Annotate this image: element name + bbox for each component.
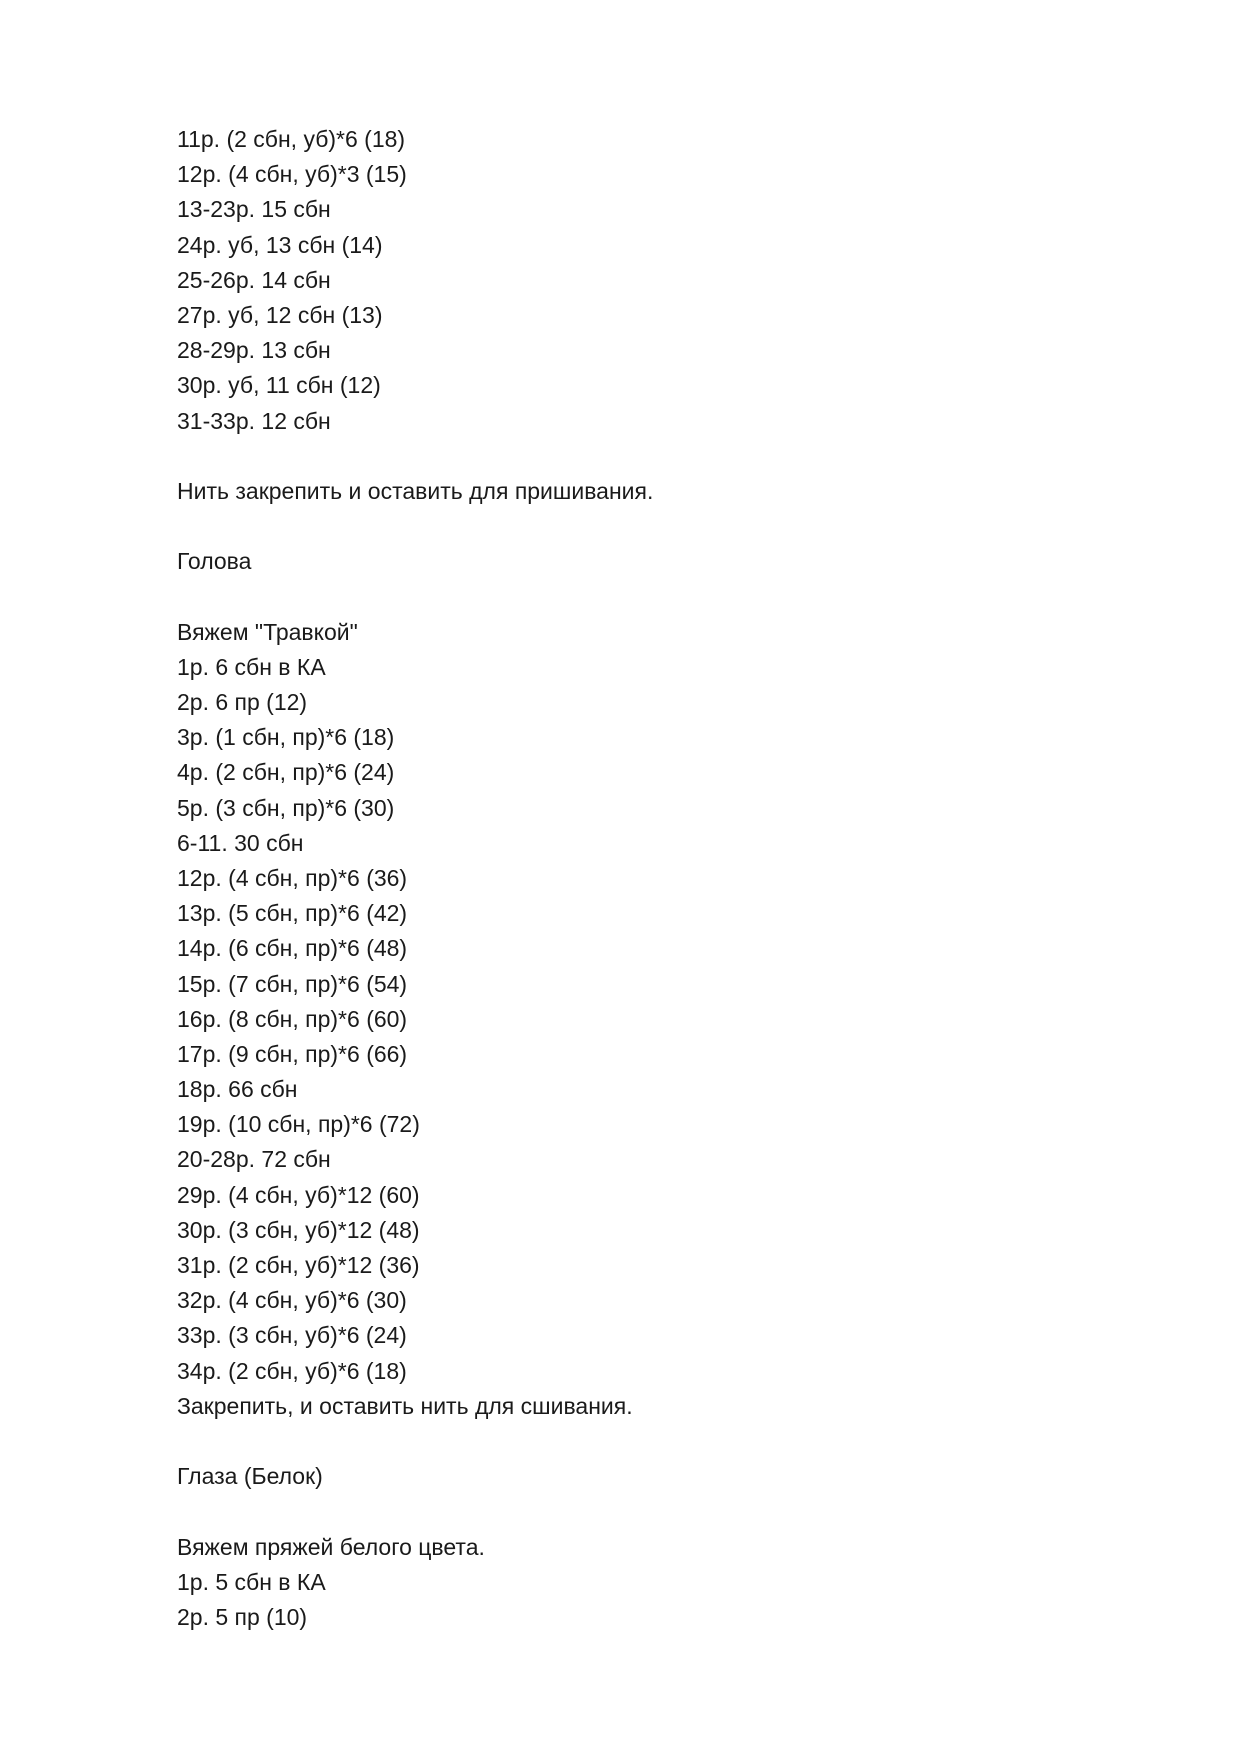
pattern-row: 16р. (8 сбн, пр)*6 (60) bbox=[177, 1005, 408, 1032]
pattern-row: 11р. (2 сбн, уб)*6 (18) bbox=[177, 126, 406, 152]
pattern-row: 31р. (2 сбн, уб)*12 (36) bbox=[177, 1252, 420, 1278]
pattern-row: 13р. (5 сбн, пр)*6 (42) bbox=[177, 900, 408, 927]
pattern-row: 34р. (2 сбн, уб)*6 (18) bbox=[177, 1357, 407, 1384]
section-intro: Вяжем "Травкой" bbox=[177, 618, 358, 645]
pattern-text bbox=[177, 122, 1077, 1635]
section-heading-eyes: Глаза (Белок) bbox=[177, 1463, 323, 1490]
spacer bbox=[177, 1424, 1077, 1459]
instruction-note: Закрепить, и оставить нить для сшивания. bbox=[177, 1392, 633, 1419]
pattern-row: 2р. 5 пр (10) bbox=[177, 1603, 308, 1630]
spacer bbox=[177, 579, 1077, 614]
pattern-row: 20-28р. 72 сбн bbox=[177, 1146, 331, 1173]
pattern-row: 19р. (10 сбн, пр)*6 (72) bbox=[177, 1111, 420, 1138]
pattern-row: 17р. (9 сбн, пр)*6 (66) bbox=[177, 1040, 408, 1067]
pattern-row: 1р. 6 сбн в КА bbox=[177, 653, 326, 680]
pattern-row: 33р. (3 сбн, уб)*6 (24) bbox=[177, 1322, 407, 1349]
pattern-row: 31-33р. 12 сбн bbox=[177, 407, 331, 434]
section-intro: Вяжем пряжей белого цвета. bbox=[177, 1533, 485, 1560]
pattern-row: 12р. (4 сбн, пр)*6 (36) bbox=[177, 864, 408, 891]
pattern-row: 5р. (3 сбн, пр)*6 (30) bbox=[177, 794, 395, 821]
spacer bbox=[177, 1494, 1077, 1529]
pattern-row: 18р. 66 сбн bbox=[177, 1076, 298, 1103]
instruction-note: Нить закрепить и оставить для пришивания. bbox=[177, 477, 654, 504]
pattern-row: 28-29р. 13 сбн bbox=[177, 337, 331, 364]
pattern-row: 29р. (4 сбн, уб)*12 (60) bbox=[177, 1181, 420, 1208]
pattern-row: 3р. (1 сбн, пр)*6 (18) bbox=[177, 724, 395, 751]
pattern-row: 24р. уб, 13 сбн (14) bbox=[177, 231, 383, 258]
pattern-row: 14р. (6 сбн, пр)*6 (48) bbox=[177, 935, 408, 962]
pattern-row: 25-26р. 14 сбн bbox=[177, 266, 331, 293]
pattern-row: 12р. (4 сбн, уб)*3 (15) bbox=[177, 161, 407, 188]
pattern-row: 27р. уб, 12 сбн (13) bbox=[177, 301, 383, 328]
pattern-row: 15р. (7 сбн, пр)*6 (54) bbox=[177, 970, 408, 997]
pattern-row: 1р. 5 сбн в КА bbox=[177, 1568, 326, 1595]
pattern-row: 32р. (4 сбн, уб)*6 (30) bbox=[177, 1287, 407, 1314]
pattern-row: 30р. уб, 11 сбн (12) bbox=[177, 372, 381, 399]
pattern-row: 4р. (2 сбн, пр)*6 (24) bbox=[177, 759, 395, 786]
pattern-row: 6-11. 30 сбн bbox=[177, 829, 304, 856]
pattern-row: 2р. 6 пр (12) bbox=[177, 689, 308, 715]
spacer bbox=[177, 439, 1077, 474]
pattern-row: 30р. (3 сбн, уб)*12 (48) bbox=[177, 1216, 420, 1243]
pattern-row: 13-23р. 15 сбн bbox=[177, 196, 331, 223]
spacer bbox=[177, 509, 1077, 544]
section-heading-head: Голова bbox=[177, 548, 252, 575]
